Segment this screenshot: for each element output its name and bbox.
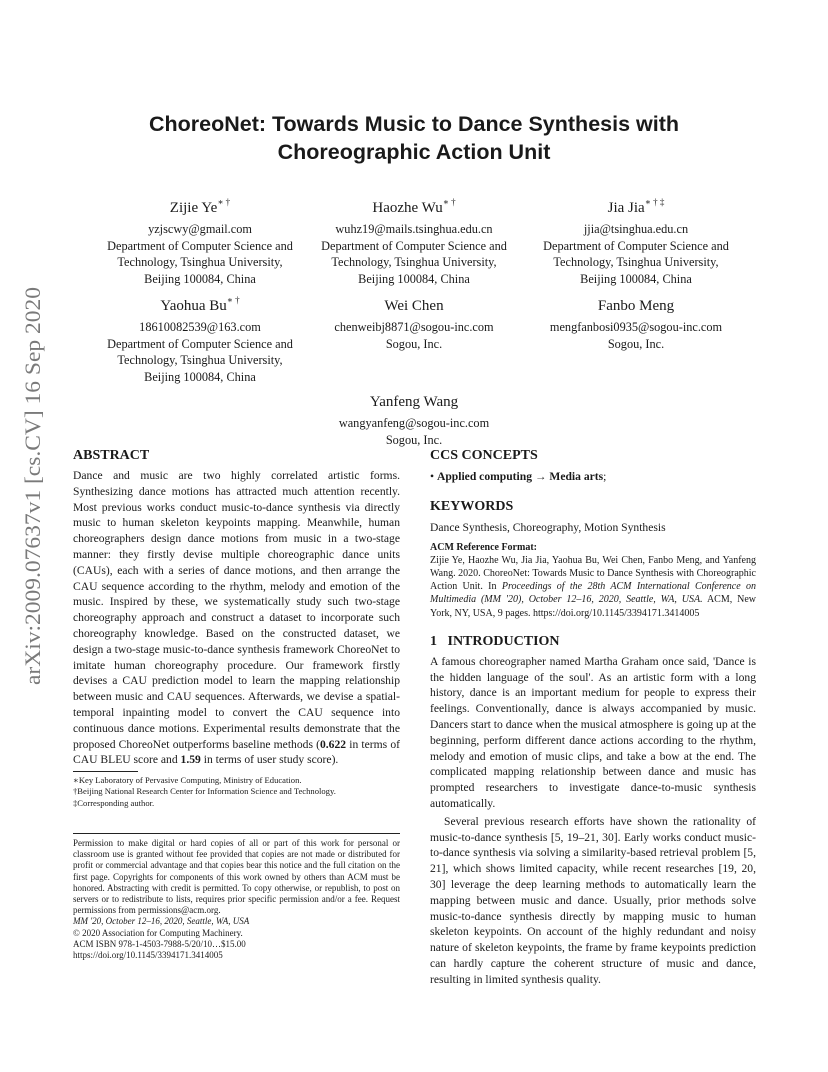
author-affil-line: Beijing 100084, China [144, 369, 256, 384]
acm-reference-format [430, 541, 756, 620]
author-block [520, 292, 752, 352]
arxiv-stamp-text: arXiv:2009.07637v1 [cs.CV] 16 Sep 2020 [20, 312, 45, 685]
author-affil-line: Technology, Tsinghua University, [553, 255, 719, 269]
author-affil-line: Technology, Tsinghua University, [117, 255, 283, 269]
author-block [82, 194, 318, 287]
abstract-text-pre: Dance and music are two highly correlated artistic forms. Synthesizing dance motions has attracted much attention recently. Most previous works conduct music-to-dance synthesis via directly music to human skeleton keypoints mapping. Meanwhile, human choreographers design dance motions from music in a two-stage manner: they firstly devise multiple choreographic dance units (CAUs), each with a series of dance motions, and then arrange the CAU sequence according to the rhythm, melody and emotion of the music. Inspired by these, we systematically study such two-stage choreography approach and construct a dataset to incorporate such choreography knowledge. Based on the constructed dataset, we design a two-stage music-to-dance synthesis framework ChoreoNet to imitate human choreography procedure. Our framework firstly devises a CAU prediction model to learn the mapping relationship between music and CAU sequences. Afterwards, we devise a spatial-temporal inpainting model to convert the CAU sequence into continuous dance motions. Experimental results demonstrate that the proposed ChoreoNet outperforms baseline methods ( [73, 469, 400, 751]
permission-rule [73, 833, 400, 834]
author-block [82, 292, 318, 385]
abstract-user-value: 1.59 [180, 753, 201, 767]
ccs-item: Applied computing → Media arts [436, 470, 604, 483]
author-email: wangyanfeng@sogou-inc.com [338, 416, 490, 430]
paper-title [60, 110, 768, 166]
acm-ref-venue: Proceedings of the 28th ACM International Conference on Multimedia (MM '20), October 12–16, 2020, Seattle, WA, USA. [430, 581, 757, 606]
author-marks: ∗ † [217, 197, 231, 207]
author-affil-line: Sogou, Inc. [607, 336, 665, 351]
author-block [298, 292, 530, 352]
author-affil-line: Sogou, Inc. [385, 336, 443, 351]
footnotes [73, 775, 400, 809]
author-marks: ∗ † ‡ [644, 197, 665, 207]
intro-body [430, 654, 756, 988]
author-affil-line: Department of Computer Science and [543, 238, 729, 253]
author-marks: ∗ † [226, 295, 240, 305]
author-block [298, 194, 530, 287]
author-affil-line: Technology, Tsinghua University, [331, 255, 497, 269]
author-affil-line: Sogou, Inc. [385, 432, 443, 447]
footnote-rule [73, 771, 138, 772]
author-affil-line: Beijing 100084, China [358, 271, 470, 286]
permission-text: Permission to make digital or hard copies of all or part of this work for personal or classroom use is granted without fee provided that copies are not made or distributed for profit or commercial advantage and that copies bear this notice and the full citation on the first page. Copyrights for components of this work owned by others than ACM must be honored. Abstracting with credit is permitted. To copy otherwise, or republish, to post on servers or to redistribute to lists, requires prior specific permission and/or a fee. Request permissions from permissions@acm.org. [73, 838, 400, 916]
footnote: ∗Key Laboratory of Pervasive Computing, Ministry of Education. [73, 775, 302, 785]
abstract-text-mid: in terms of CAU BLEU score and [73, 737, 400, 767]
author-name: Jia Jia [607, 200, 645, 216]
abstract-text [73, 468, 400, 768]
abstract-section [73, 447, 400, 768]
keywords-text: Dance Synthesis, Choreography, Motion Synthesis [430, 520, 666, 534]
author-email: wuhz19@mails.tsinghua.edu.cn [335, 222, 493, 236]
permission-doi: https://doi.org/10.1145/3394171.3414005 [73, 950, 223, 961]
arxiv-stamp [10, 285, 50, 685]
footnote: †Beijing National Research Center for Information Science and Technology. [73, 786, 336, 797]
title-line-1: ChoreoNet: Towards Music to Dance Synthesis with [148, 112, 679, 136]
ccs-bullet: • [430, 470, 437, 483]
intro-heading: 1 INTRODUCTION [430, 633, 560, 649]
author-affil-line: Department of Computer Science and [107, 238, 293, 253]
author-email: chenweibj8871@sogou-inc.com [334, 320, 494, 334]
ccs-suffix: ; [603, 470, 607, 483]
author-email: mengfanbosi0935@sogou-inc.com [549, 320, 723, 334]
author-affil-line: Technology, Tsinghua University, [117, 353, 283, 367]
footnote: ‡Corresponding author. [73, 797, 155, 808]
acm-ref-text-post: ACM, New York, NY, USA, 9 pages. https://doi.org/10.1145/3394171.3414005 [430, 594, 756, 619]
author-affil-line: Beijing 100084, China [144, 271, 256, 286]
author-affil-line: Department of Computer Science and [107, 336, 293, 351]
author-name: Wei Chen [384, 298, 444, 314]
acm-ref-heading: ACM Reference Format: [430, 541, 537, 553]
ccs-heading: CCS CONCEPTS [430, 448, 538, 463]
permission-venue: MM '20, October 12–16, 2020, Seattle, WA, USA [73, 916, 250, 927]
permission-block [73, 838, 400, 961]
author-name: Yanfeng Wang [369, 394, 459, 410]
author-block [298, 388, 530, 448]
intro-paragraph: A famous choreographer named Martha Graham once said, 'Dance is the hidden language of the soul'. As an artistic form with a long history, dance is an important medium for people to express their feelings. Conventionally, dance is always accompanied by music. Dancers start to dance when the musical atmosphere is going up at the beginning, perform different dance actions according to the rhythm, melody and emotion of music clips, and take a bow at the end. The complicated mapping relationship between dance and music has prompted researchers to investigate dance-to-music synthesis automatically. [430, 654, 756, 810]
author-marks: ∗ † [442, 197, 456, 207]
author-block [520, 194, 752, 287]
author-email: jjia@tsinghua.edu.cn [583, 222, 689, 236]
author-affil-line: Department of Computer Science and [321, 238, 507, 253]
keywords-heading: KEYWORDS [430, 498, 514, 514]
abstract-bleu-value: 0.622 [319, 737, 347, 751]
abstract-text-post: in terms of user study score). [200, 753, 339, 767]
title-line-2: Choreographic Action Unit [277, 140, 551, 164]
author-name: Fanbo Meng [597, 298, 675, 314]
author-email: 18610082539@163.com [139, 320, 261, 334]
acm-ref-text-pre: Zijie Ye, Haozhe Wu, Jia Jia, Yaohua Bu, Wei Chen, Fanbo Meng, and Yanfeng Wang. 2020. ChoreoNet: Towards Music to Dance Synthesis with Choreographic Action Unit. In [430, 554, 756, 593]
ccs-concepts [430, 469, 756, 485]
author-name: Zijie Ye [169, 200, 218, 216]
permission-copyright: © 2020 Association for Computing Machinery. [73, 927, 243, 938]
author-name: Haozhe Wu [372, 200, 443, 216]
author-affil-line: Beijing 100084, China [580, 271, 692, 286]
abstract-heading: ABSTRACT [73, 448, 150, 463]
right-column [430, 447, 756, 988]
intro-paragraph: Several previous research efforts have shown the rationality of music-to-dance synthesis [5, 19–21, 30]. Early works conduct music-to-dance synthesis via solving a similarity-based retrieval problem [5, 21], which shows limited capacity, while recent researches [19, 20, 30] leverage the deep learning methods to automatically learn the mapping between music and dance. Usually, prior methods solve music-to-dance synthesis directly by mapping music to human skeleton keypoints. On account of the highly redundant and noisy nature of skeleton keypoints, the frame by frame keypoints prediction can hardly capture the coherent structure of music and dance, resulting in limited synthesis quality. [430, 814, 756, 986]
author-email: yzjscwy@gmail.com [148, 222, 252, 236]
permission-isbn: ACM ISBN 978-1-4503-7988-5/20/10…$15.00 [73, 938, 246, 949]
author-name: Yaohua Bu [160, 298, 227, 314]
